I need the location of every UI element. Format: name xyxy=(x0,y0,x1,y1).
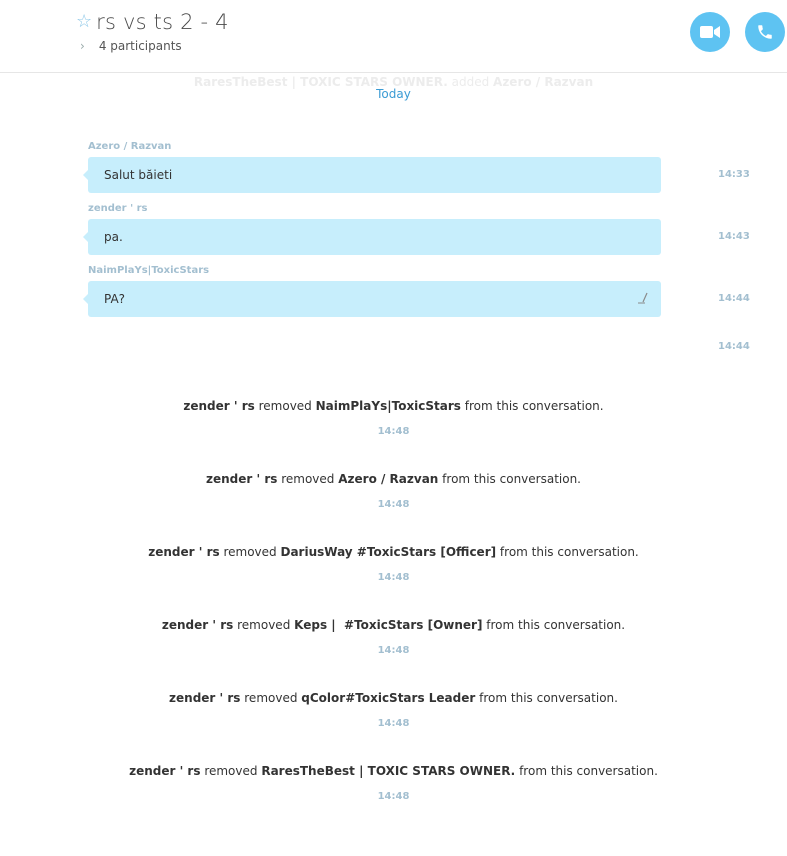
event-suffix: from this conversation. xyxy=(499,545,639,559)
message-sender[interactable]: NaimPlaYs|ToxicStars xyxy=(88,265,210,276)
event-target[interactable]: NaimPlaYs|ToxicStars xyxy=(315,399,461,413)
event-actor[interactable]: zender ' rs xyxy=(148,545,220,559)
video-call-button[interactable] xyxy=(690,12,730,52)
conversation-title[interactable]: rs vs ts 2 - 4 xyxy=(96,10,229,34)
message-text: PA? xyxy=(104,292,126,306)
event-target[interactable]: Azero / Razvan xyxy=(338,472,439,486)
event-target[interactable]: DariusWay #ToxicStars [Officer] xyxy=(280,545,497,559)
phone-icon xyxy=(756,23,774,41)
event-target[interactable]: Keps | #ToxicStars [Owner] xyxy=(294,618,483,632)
event-target[interactable]: qColor#ToxicStars Leader xyxy=(301,691,476,705)
message-timestamp: 14:44 xyxy=(718,293,750,304)
audio-call-button[interactable] xyxy=(745,12,785,52)
message-sender[interactable]: Azero / Razvan xyxy=(88,141,172,152)
event-actor[interactable]: zender ' rs xyxy=(169,691,241,705)
event-target[interactable]: RaresTheBest | TOXIC STARS OWNER. xyxy=(261,764,516,778)
event-verb: removed xyxy=(237,618,291,632)
event-verb: removed xyxy=(258,399,312,413)
event-suffix: from this conversation. xyxy=(442,472,581,486)
event-suffix: from this conversation. xyxy=(464,399,604,413)
event-timestamp: 14:48 xyxy=(377,572,410,583)
event-actor[interactable]: zender ' rs xyxy=(205,472,278,486)
event-timestamp: 14:48 xyxy=(377,791,410,802)
system-event xyxy=(0,691,787,705)
added-target: Azero / Razvan xyxy=(493,75,594,89)
chevron-right-icon[interactable]: › xyxy=(80,39,85,53)
event-verb: removed xyxy=(281,472,335,486)
event-timestamp: 14:48 xyxy=(377,718,410,729)
system-event xyxy=(0,472,787,486)
system-event xyxy=(0,618,787,632)
event-timestamp: 14:48 xyxy=(377,426,410,437)
edited-pencil-icon xyxy=(637,291,649,305)
event-timestamp: 14:48 xyxy=(377,499,410,510)
message-bubble[interactable] xyxy=(88,157,661,193)
added-actor: RaresTheBest | TOXIC STARS OWNER. xyxy=(193,75,448,89)
participants-row[interactable] xyxy=(80,39,182,53)
favorite-star-icon[interactable]: ☆ xyxy=(76,11,93,32)
system-event xyxy=(0,764,787,778)
title-row xyxy=(76,10,229,34)
message-text: pa. xyxy=(104,230,123,244)
event-verb: removed xyxy=(223,545,277,559)
day-separator: Today xyxy=(376,87,411,101)
participants-count[interactable]: 4 participants xyxy=(98,39,182,53)
conversation-header xyxy=(0,0,787,73)
event-suffix: from this conversation. xyxy=(519,764,658,778)
system-event xyxy=(0,399,787,413)
event-verb: removed xyxy=(204,764,258,778)
event-actor[interactable]: zender ' rs xyxy=(129,764,201,778)
message-sender[interactable]: zender ' rs xyxy=(88,203,148,214)
message-bubble[interactable] xyxy=(88,281,661,317)
message-timestamp: 14:43 xyxy=(718,231,750,242)
system-event xyxy=(0,545,787,559)
added-verb: added xyxy=(451,75,490,89)
message-text: Salut băieti xyxy=(104,168,173,182)
message-timestamp: 14:33 xyxy=(718,169,750,180)
event-timestamp: 14:48 xyxy=(377,645,410,656)
event-suffix: from this conversation. xyxy=(486,618,626,632)
message-timestamp: 14:44 xyxy=(718,341,750,352)
video-camera-icon xyxy=(700,25,720,39)
event-actor[interactable]: zender ' rs xyxy=(183,399,255,413)
event-suffix: from this conversation. xyxy=(479,691,618,705)
message-bubble[interactable] xyxy=(88,219,661,255)
event-verb: removed xyxy=(244,691,298,705)
event-actor[interactable]: zender ' rs xyxy=(161,618,234,632)
